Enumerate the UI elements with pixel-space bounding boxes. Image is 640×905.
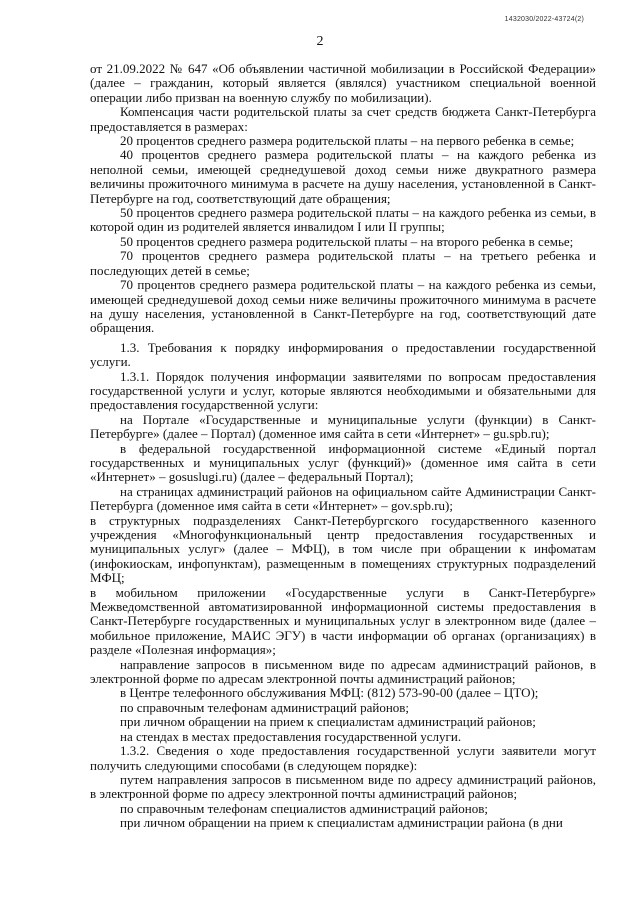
paragraph: направление запросов в письменном виде по адресам администраций районов, в электронной форме по адресам электронной почты администраций районов; — [90, 656, 596, 687]
paragraph: путем направления запросов в письменном виде по адресу администраций районов, в электронной форме по адресу электронной почты администраций районов; — [90, 771, 596, 802]
paragraph: от 21.09.2022 № 647 «Об объявлении частичной мобилизации в Российской Федерации» (далее – гражданин, который является (являлся) участником специальной военной операции либо призван на военную службу по мобилизации). — [90, 61, 596, 105]
paragraph: на стендах в местах предоставления государственной услуги. — [120, 728, 462, 744]
paragraph: при личном обращении на прием к специалистам администрации района (в дни — [120, 815, 563, 831]
paragraph: 20 процентов среднего размера родительской платы – на первого ребенка в семье; — [120, 133, 575, 149]
paragraph: на страницах администраций районов на официальном сайте Администрации Санкт-Петербурга (доменное имя сайта в сети «Интернет» – gov.spb.ru); — [90, 483, 596, 514]
paragraph: по справочным телефонам специалистов администраций районов; — [120, 800, 488, 816]
document-id: 1432030/2022-43724(2) — [504, 16, 584, 23]
paragraph: на Портале «Государственные и муниципальные услуги (функции) в Санкт-Петербурге» (далее – Портал) (доменное имя сайта в сети «Интернет» – gu.spb.ru); — [90, 411, 596, 442]
paragraph: при личном обращении на прием к специалистам администраций районов; — [120, 714, 536, 730]
paragraph: в мобильном приложении «Государственные услуги в Санкт-Петербурге» Межведомственной автоматизированной информационной системы предоставления в Санкт-Петербурге государственных и муниципальных услуг в электронном виде (далее – мобильное приложение, МАИС ЭГУ) в части информации об органах (организациях) в разделе «Полезная информация»; — [90, 584, 596, 658]
paragraph: 40 процентов среднего размера родительской платы – на каждого ребенка из неполной семьи, имеющей среднедушевой доход семьи ниже двукратного размера величины прожиточного минимума в расчете на душу населения, установленной в Санкт-Петербурге на год, соответствующий дате обращения; — [90, 147, 596, 206]
section-heading: 1.3. Требования к порядку информирования о предоставлении государственной услуги. — [90, 339, 596, 370]
paragraph: 1.3.1. Порядок получения информации заявителями по вопросам предоставления государственной услуги и услуг, которые являются необходимыми и обязательными для предоставления государственной услуги: — [90, 368, 596, 413]
paragraph: 70 процентов среднего размера родительской платы – на каждого ребенка из семьи, имеющей среднедушевой доход семьи ниже величины прожиточного минимума в расчете на душу населения, установленной в Санкт-Петербурге на год, соответствующий дате обращения. — [90, 277, 596, 336]
paragraph: в Центре телефонного обслуживания МФЦ: (812) 573-90-00 (далее – ЦТО); — [120, 685, 539, 701]
paragraph: Компенсация части родительской платы за счет средств бюджета Санкт-Петербурга предоставляется в размерах: — [90, 104, 596, 134]
paragraph: в федеральной государственной информационной системе «Единый портал государственных и муниципальных услуг (функций)» (доменное имя сайта в сети «Интернет» – gosuslugi.ru) (далее – федеральный Портал); — [90, 440, 596, 485]
page-number: 2 — [316, 34, 324, 49]
document-body — [90, 62, 596, 831]
paragraph: 50 процентов среднего размера родительской платы – на второго ребенка в семье; — [120, 233, 574, 249]
paragraph: по справочным телефонам администраций районов; — [120, 699, 410, 715]
paragraph: 1.3.2. Сведения о ходе предоставления государственной услуги заявители могут получить следующими способами (в следующем порядке): — [90, 743, 596, 773]
paragraph: в структурных подразделениях Санкт-Петербургского государственного казенного учреждения «Многофункциональный центр предоставления государственных и муниципальных услуг» (далее – МФЦ), в том числе при обращении к инфоматам (инфокиоскам, инфопунктам), размещенным в помещениях структурных подразделений МФЦ; — [90, 512, 596, 586]
paragraph: 70 процентов среднего размера родительской платы – на третьего ребенка и последующих детей в семье; — [90, 248, 596, 278]
paragraph: 50 процентов среднего размера родительской платы – на каждого ребенка из семьи, в которой один из родителей является инвалидом I или II группы; — [90, 205, 596, 235]
